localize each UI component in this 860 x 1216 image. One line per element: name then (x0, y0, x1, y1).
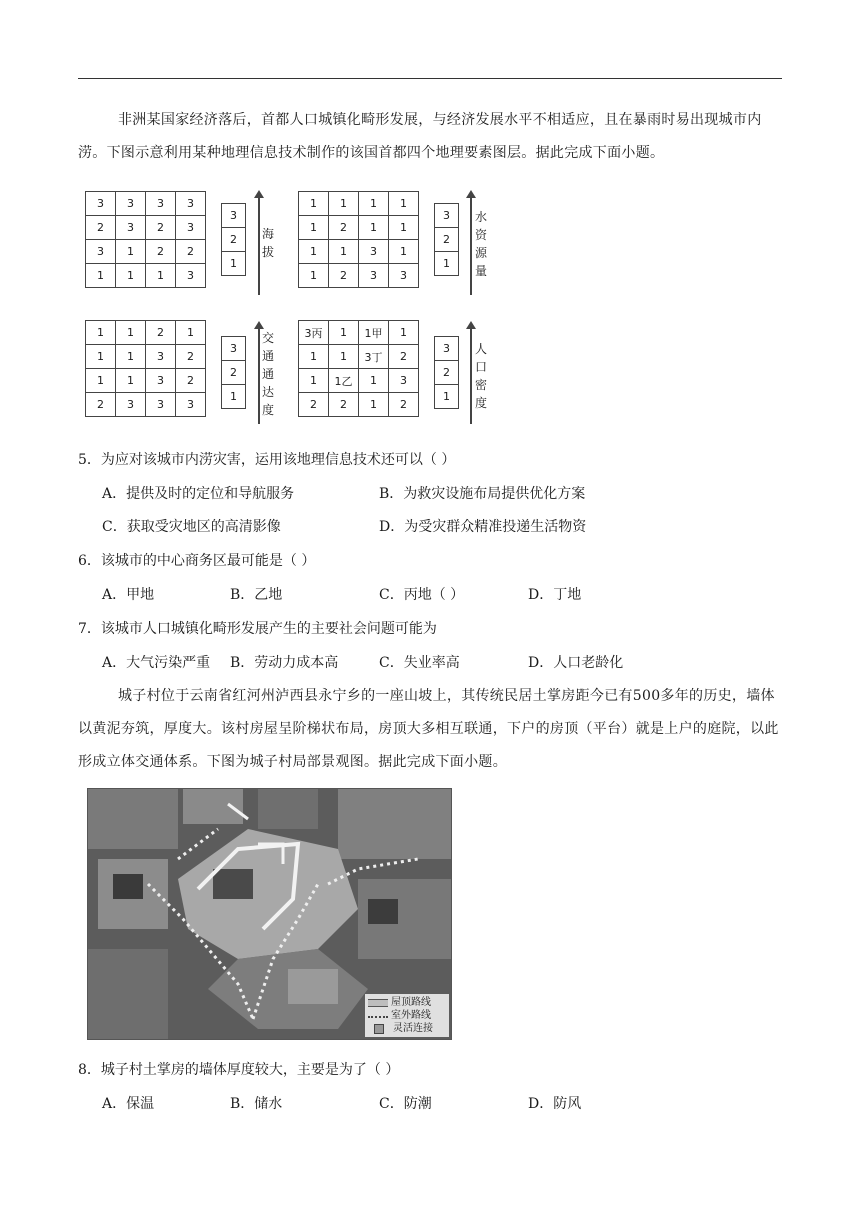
label-elevation (261, 225, 275, 261)
grid-cell: 3 (176, 264, 206, 288)
label-char: 拔 (261, 245, 274, 259)
q6-option-c[interactable]: C．丙地（ ） (379, 587, 465, 603)
photo-legend (365, 994, 449, 1037)
q5-option-d[interactable]: D．为受灾群众精准投递生活物资 (379, 519, 587, 535)
passage-2-text: 城子村位于云南省红河州泸西县永宁乡的一座山坡上，其传统民居土掌房距今已有500多年的历史，墙体以黄泥夯筑，厚度大。该村房屋呈阶梯状布局，房顶大多相互联通，下户的房顶（平台）就是上户的庭院，以此形成立体交通体系。下图为城子村局部景观图。据此完成下面小题。 (78, 688, 779, 770)
grid-cell: 3 (146, 192, 176, 216)
question-8: 8．城子村土掌房的墙体厚度较大，主要是为了（ ） (78, 1062, 400, 1078)
grid-cell: 1 (146, 264, 176, 288)
grid-cell: 2 (86, 393, 116, 417)
q7-option-a[interactable]: A．大气污染严重 (102, 655, 211, 671)
grid-cell: 2 (176, 240, 206, 264)
grid-cell: 3 (359, 264, 389, 288)
grid-cell: 2 (329, 216, 359, 240)
grid-row (299, 264, 419, 288)
grid-cell: 3 (389, 264, 419, 288)
arrow-up-icon (258, 328, 260, 424)
grid-cell: 1 (329, 321, 359, 345)
legend-roof-route (368, 996, 446, 1009)
legend-row (435, 385, 459, 409)
grid-row (299, 345, 419, 369)
label-char: 达 (261, 385, 274, 399)
grid-cell: 1 (359, 192, 389, 216)
grid-cell: 2 (329, 393, 359, 417)
grid-cell: 1 (329, 345, 359, 369)
label-population (474, 340, 488, 412)
grid-cell: 1 (116, 240, 146, 264)
layer-grid-population (298, 320, 419, 417)
grid-row (86, 345, 206, 369)
legend-cell: 2 (435, 228, 459, 252)
grid-cell: 2 (176, 369, 206, 393)
q6-option-a[interactable]: A．甲地 (102, 587, 155, 603)
legend-cell: 3 (222, 337, 246, 361)
grid-row (86, 192, 206, 216)
grid-cell: 3 (176, 216, 206, 240)
legend-row (435, 361, 459, 385)
grid-cell: 1 (299, 369, 329, 393)
grid-cell: 1 (86, 369, 116, 393)
legend-row (222, 337, 246, 361)
legend-row (435, 228, 459, 252)
grid-row (86, 216, 206, 240)
legend-cell: 2 (222, 228, 246, 252)
passage-1-text: 非洲某国家经济落后，首都人口城镇化畸形发展，与经济发展水平不相适应，且在暴雨时易出现城市内涝。下图示意利用某种地理信息技术制作的该国首都四个地理要素图层。据此完成下面小题。 (78, 112, 762, 161)
label-char: 海 (261, 227, 274, 241)
q7-option-d[interactable]: D．人口老龄化 (528, 655, 624, 671)
grid-cell: 2 (389, 393, 419, 417)
label-char: 口 (474, 360, 487, 374)
header-rule (78, 78, 782, 79)
legend-traffic (221, 336, 246, 409)
grid-row (86, 240, 206, 264)
grid-cell: 1 (116, 369, 146, 393)
grid-cell: 1 (116, 321, 146, 345)
legend-outdoor-route (368, 1009, 446, 1022)
grid-cell: 3 (176, 192, 206, 216)
grid-cell: 1 (389, 192, 419, 216)
grid-row (299, 240, 419, 264)
grid-cell: 1 (359, 369, 389, 393)
label-char: 密 (474, 378, 487, 392)
q8-option-d[interactable]: D．防风 (528, 1096, 582, 1112)
grid-row (299, 192, 419, 216)
label-char: 度 (474, 396, 487, 410)
legend-cell: 1 (435, 385, 459, 409)
grid-cell: 3 (86, 192, 116, 216)
legend-water (434, 203, 459, 276)
grid-cell: 1 (86, 264, 116, 288)
q8-option-b[interactable]: B．储水 (230, 1096, 283, 1112)
grid-row (299, 393, 419, 417)
roof-route-swatch (368, 999, 388, 1007)
grid-cell: 1 (389, 240, 419, 264)
q5-option-c[interactable]: C．获取受灾地区的高清影像 (102, 519, 281, 535)
grid-cell: 2 (146, 216, 176, 240)
grid-cell: 1 (116, 264, 146, 288)
legend-outdoor-route-label: 室外路线 (391, 1010, 431, 1021)
legend-row (222, 385, 246, 409)
legend-cell: 1 (435, 252, 459, 276)
legend-flex-link-label: 灵活连接 (393, 1023, 433, 1034)
grid-row (86, 369, 206, 393)
grid-cell: 3丙 (299, 321, 329, 345)
grid-cell: 1 (299, 345, 329, 369)
q5-option-a[interactable]: A．提供及时的定位和导航服务 (102, 486, 295, 502)
grid-cell: 1 (359, 393, 389, 417)
grid-cell: 2 (146, 321, 176, 345)
legend-cell: 3 (435, 337, 459, 361)
q6-option-b[interactable]: B．乙地 (230, 587, 283, 603)
arrow-up-icon (470, 197, 472, 295)
grid-cell: 1 (86, 345, 116, 369)
grid-cell: 3 (116, 192, 146, 216)
arrow-up-icon (470, 328, 472, 424)
grid-cell: 3 (146, 345, 176, 369)
label-water (474, 208, 488, 280)
grid-row (86, 264, 206, 288)
grid-cell: 1 (359, 216, 389, 240)
grid-row (86, 393, 206, 417)
grid-cell: 2 (86, 216, 116, 240)
grid-cell: 3 (176, 393, 206, 417)
label-char: 量 (474, 264, 487, 278)
legend-cell: 2 (222, 361, 246, 385)
legend-population (434, 336, 459, 409)
grid-cell: 3 (116, 216, 146, 240)
passage-1 (78, 104, 782, 170)
legend-cell: 1 (222, 252, 246, 276)
legend-cell: 3 (222, 204, 246, 228)
legend-roof-route-label: 屋顶路线 (391, 997, 431, 1008)
grid-row (299, 216, 419, 240)
grid-cell: 1乙 (329, 369, 359, 393)
label-traffic (261, 329, 275, 419)
grid-cell: 1 (299, 264, 329, 288)
label-char: 交 (261, 331, 274, 345)
label-char: 度 (261, 403, 274, 417)
legend-row (222, 252, 246, 276)
layer-grid-water (298, 191, 419, 288)
question-7: 7．该城市人口城镇化畸形发展产生的主要社会问题可能为 (78, 621, 437, 637)
grid-cell: 1 (329, 240, 359, 264)
grid-row (299, 321, 419, 345)
legend-row (222, 204, 246, 228)
grid-cell: 3 (389, 369, 419, 393)
grid-cell: 1 (299, 192, 329, 216)
legend-cell: 3 (435, 204, 459, 228)
label-char: 通 (261, 349, 274, 363)
grid-cell: 2 (176, 345, 206, 369)
q8-option-a[interactable]: A．保温 (102, 1096, 155, 1112)
grid-cell: 2 (299, 393, 329, 417)
question-5: 5．为应对该城市内涝灾害，运用该地理信息技术还可以（ ） (78, 452, 456, 468)
grid-cell: 3 (116, 393, 146, 417)
label-char: 人 (474, 342, 487, 356)
label-char: 通 (261, 367, 274, 381)
arrow-up-icon (258, 197, 260, 295)
legend-row (435, 204, 459, 228)
grid-cell: 3 (86, 240, 116, 264)
grid-cell: 3 (146, 369, 176, 393)
grid-cell: 1 (176, 321, 206, 345)
layer-grid-traffic (85, 320, 206, 417)
grid-cell: 3 (146, 393, 176, 417)
q6-option-d[interactable]: D．丁地 (528, 587, 582, 603)
outdoor-route-swatch (368, 1016, 388, 1018)
grid-cell: 1 (389, 321, 419, 345)
legend-cell: 2 (435, 361, 459, 385)
grid-cell: 1 (299, 240, 329, 264)
grid-row (86, 321, 206, 345)
grid-cell: 1 (86, 321, 116, 345)
grid-cell: 1 (299, 216, 329, 240)
grid-cell: 1 (389, 216, 419, 240)
q7-option-b[interactable]: B．劳动力成本高 (230, 655, 339, 671)
grid-cell: 2 (146, 240, 176, 264)
label-char: 水 (474, 210, 487, 224)
flex-link-swatch (374, 1024, 384, 1034)
legend-flex-link (368, 1022, 446, 1035)
grid-cell: 1 (116, 345, 146, 369)
passage-2 (78, 680, 782, 779)
label-char: 源 (474, 246, 487, 260)
legend-row (222, 361, 246, 385)
grid-row (299, 369, 419, 393)
grid-cell: 3丁 (359, 345, 389, 369)
legend-elevation (221, 203, 246, 276)
q8-option-c[interactable]: C．防潮 (379, 1096, 432, 1112)
grid-cell: 2 (389, 345, 419, 369)
village-aerial-photo (87, 788, 452, 1040)
legend-row (222, 228, 246, 252)
label-char: 资 (474, 228, 487, 242)
legend-row (435, 252, 459, 276)
grid-cell: 3 (359, 240, 389, 264)
legend-cell: 1 (222, 385, 246, 409)
question-6: 6．该城市的中心商务区最可能是（ ） (78, 553, 316, 569)
grid-cell: 1甲 (359, 321, 389, 345)
grid-cell: 2 (329, 264, 359, 288)
q7-option-c[interactable]: C．失业率高 (379, 655, 460, 671)
q5-option-b[interactable]: B．为救灾设施布局提供优化方案 (379, 486, 586, 502)
layer-grid-elevation (85, 191, 206, 288)
legend-row (435, 337, 459, 361)
grid-cell: 1 (329, 192, 359, 216)
